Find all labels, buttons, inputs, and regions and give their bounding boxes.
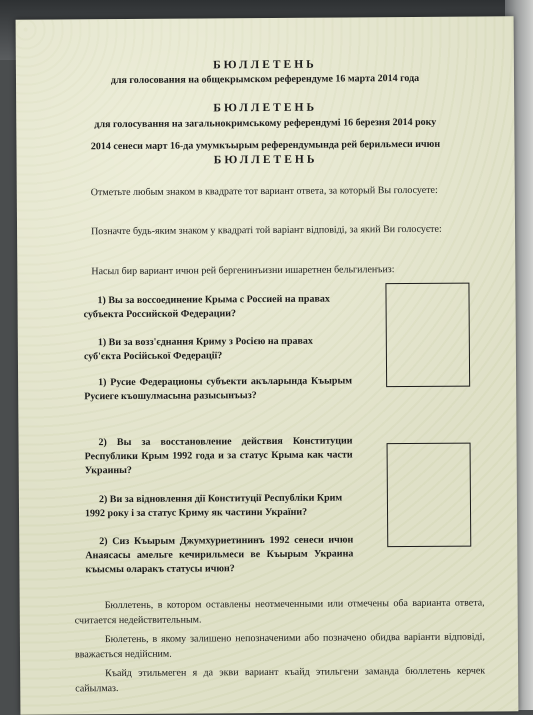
- ballot-subtitle-crh: 2014 сенеси март 16-да умумкъырым референдумында рей берильмеси ичюн: [90, 138, 441, 153]
- ballot-paper: [16, 16, 519, 714]
- ballot-subtitle-ru: для голосования на общекрымском референдуме 16 марта 2014 года: [110, 72, 420, 87]
- ballot-title-ru: БЮЛЛЕТЕНЬ: [213, 58, 317, 72]
- ballot-title-uk: БЮЛЛЕТЕНЬ: [213, 101, 318, 115]
- option1-checkbox[interactable]: [385, 283, 470, 388]
- ballot-title-crh: БЮЛЛЕТЕНЬ: [213, 153, 318, 167]
- instruction-uk: Позначте будь-яким знаком у квадраті той варіант відповіді, за який Ви голосуєте:: [91, 223, 442, 238]
- ballot-subtitle-uk: для голосування на загальнокримському референдумі 16 березня 2014 року: [94, 116, 437, 131]
- instruction-ru: Отметьте любым знаком в квадрате тот вариант ответа, за который Вы голосуете:: [90, 184, 438, 199]
- option2-text-crh: 2) Сиз Къырым Джумхуриетининъ 1992 сенеси ичюн Анаясасы амельге кечирильмеси ве Къырым Украина къысмы оларакъ статусы ичюн?: [85, 534, 354, 576]
- option2-checkbox[interactable]: [387, 443, 472, 548]
- instruction-crh: Насыл бир вариант ичюн рей бергенинъизни ишаретнен бельгиленъиз:: [91, 264, 395, 278]
- option1-text-ru: 1) Вы за воссоединение Крыма с Россией на правах субъекта Российской Федерации?: [83, 293, 330, 321]
- option1-text-uk: 1) Ви за возз'єднання Криму з Росією на правах суб'єкта Російської Федерації?: [83, 335, 313, 363]
- option1-text-crh: 1) Русие Федерационы субъекти акъларында Къырым Русиеге къошулмасына разысынъыз?: [84, 375, 353, 403]
- footer-note-crh: Къайд этильмеген я да экви вариант къайд этильгени заманда бюллетень керчек сайылмаз.: [75, 665, 486, 695]
- option2-text-ru: 2) Вы за восстановление действия Конституции Республики Крым 1992 года и за статус Крыма как части Украины?: [84, 435, 353, 477]
- option2-text-uk: 2) Ви за відновлення дії Конституції Республіки Крим 1992 року і за статус Криму як частини України?: [84, 492, 343, 520]
- footer-note-uk: Бюлетень, в якому залишено непозначеними або позначено обидва варіанти відповіді, вважається недійсним.: [74, 631, 485, 661]
- footer-note-ru: Бюллетень, в котором оставлены неотмеченными или отмечены оба варианта ответа, считается недействительным.: [74, 597, 485, 627]
